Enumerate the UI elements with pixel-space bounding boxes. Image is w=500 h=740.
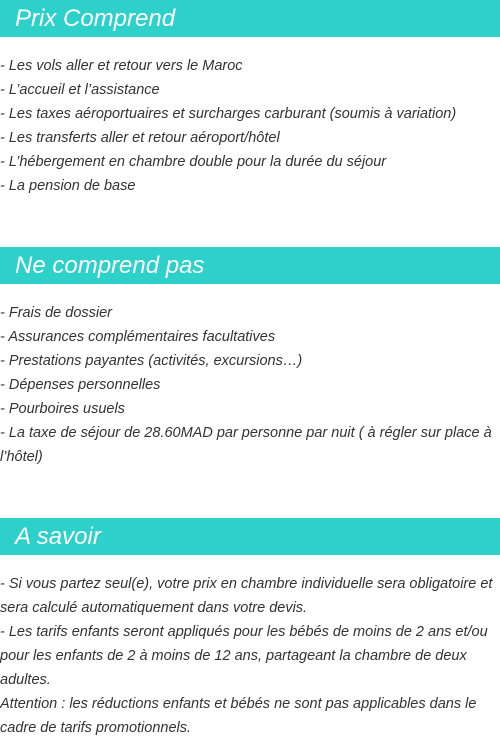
included-list [0,54,500,198]
list-item: - Prestations payantes (activités, excursions…) [0,353,303,369]
list-item: Attention : les réductions enfants et bébés ne sont pas applicables dans le cadre de tarifs promotionnels. [0,696,477,736]
list-item: - Les vols aller et retour vers le Maroc [0,58,243,74]
section-header-a-savoir: A savoir [0,518,500,555]
list-item: - Les tarifs enfants seront appliqués pour les bébés de moins de 2 ans et/ou pour les enfants de 2 à moins de 12 ans, partageant la chambre de deux adultes. [0,624,488,688]
list-item: - Si vous partez seul(e), votre prix en chambre individuelle sera obligatoire et sera calculé automatiquement dans votre devis. [0,576,493,616]
list-item: - Les transferts aller et retour aéroport/hôtel [0,130,280,146]
list-item: - Pourboires usuels [0,401,125,417]
list-item: - Les taxes aéroportuaires et surcharges carburant (soumis à variation) [0,106,457,122]
list-item: - Frais de dossier [0,305,113,321]
not-included-list [0,301,500,469]
list-item: - La taxe de séjour de 28.60MAD par personne par nuit ( à régler sur place à l’hôtel) [0,425,492,465]
section-header-prix-comprend: Prix Comprend [0,0,500,37]
list-item: - Assurances complémentaires facultatives [0,329,276,345]
list-item: - L’accueil et l’assistance [0,82,160,98]
list-item: - L’hébergement en chambre double pour la durée du séjour [0,154,387,170]
list-item: - La pension de base [0,178,136,194]
list-item: - Dépenses personnelles [0,377,161,393]
section-header-ne-comprend-pas: Ne comprend pas [0,247,500,284]
